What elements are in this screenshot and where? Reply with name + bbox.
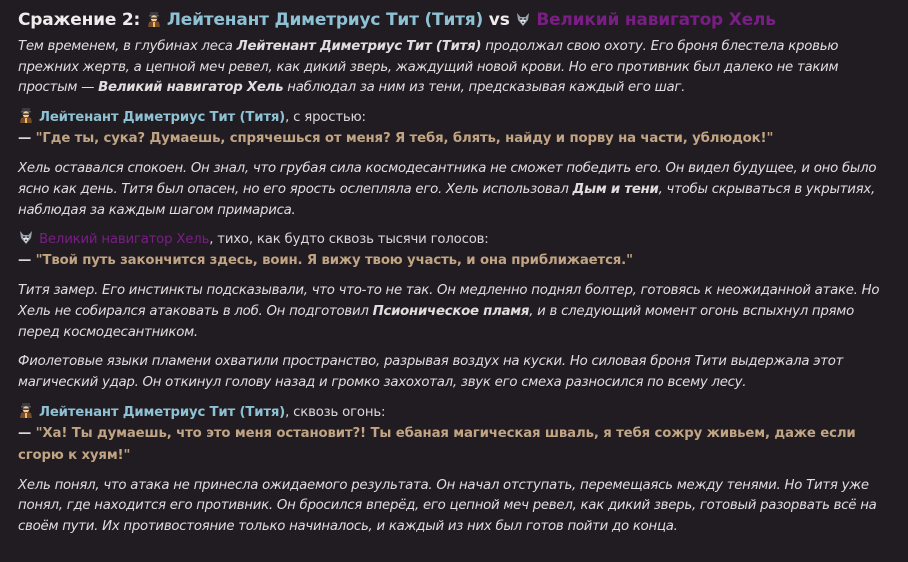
narration-paragraph-1 (18, 37, 894, 99)
wolf-emoji-icon (515, 11, 531, 27)
speaker-line-1 (18, 107, 894, 128)
quote-dash: — (18, 253, 36, 269)
p3-text-1: Титя замер. Его инстинкты подсказывали, что что-то не так. Он медленно поднял болтер, готовясь к неожиданной атаке. Но Хель не собирался атаковать в лоб. Он подготовил (18, 283, 880, 319)
quote-text: "Ха! Ты думаешь, что это меня остановит?! Ты ебаная магическая шваль, я тебя сожру живьем, даже если сгорю к хуям!" (18, 425, 856, 463)
fighter1-name: Лейтенант Диметриус Тит (Титя) (166, 10, 484, 30)
wolf-emoji-icon (18, 229, 34, 245)
soldier-emoji-icon (18, 107, 34, 123)
p1-text-3: наблюдал за ним из тени, предсказывая каждый его шаг. (283, 80, 686, 96)
narration-paragraph-2 (18, 159, 894, 221)
quote-dash: — (18, 131, 36, 147)
narration-paragraph-3 (18, 281, 894, 343)
p2-text-1: Хель оставался спокоен. Он знал, что грубая сила космодесантника не сможет победить его. Он видел будущее, и оно было ясно как день. Титя был опасен, но его ярость ослепляла его. Хель использовал (18, 161, 877, 197)
p1-text-1: Тем временем, в глубинах леса (18, 39, 237, 54)
dialogue-quote-3 (18, 423, 894, 467)
speaker-line-3 (18, 402, 894, 423)
quote-text: "Твой путь закончится здесь, воин. Я вижу твою участь, и она приближается." (35, 253, 633, 269)
p2-bold-1: Дым и тени (572, 181, 659, 197)
title-prefix: Сражение 2: (18, 10, 146, 30)
speaker-tail: , тихо, как будто сквозь тысячи голосов: (209, 232, 489, 248)
speaker-name: Лейтенант Диметриус Тит (Титя) (39, 404, 286, 420)
quote-dash: — (18, 425, 36, 441)
p1-text-2: продолжал свою охоту. Его броня блестела кровью прежних жертв, а цепной меч ревел, как дикий зверь, жаждущий новой крови. Но его противник был далеко не таким простым — (18, 39, 839, 96)
p2-text-2: , чтобы скрываться в укрытиях, наблюдая за каждым шагом примариса. (18, 181, 875, 218)
soldier-emoji-icon (18, 402, 34, 418)
p1-bold-1: Лейтенант Диметриус Тит (Титя) (236, 39, 482, 54)
speaker-tail: , с яростью: (285, 110, 366, 126)
narration-paragraph-5: Хель понял, что атака не принесла ожидаемого результата. Он начал отступать, перемещаясь между тенями. Но Титя уже понял, где находится его противник. Он бросился вперёд, его цепной меч ревел, как дикий зверь, готовый разорвать всё на своём пути. Их противостояние только начиналось, и каждый из них был готов пойти до конца. (18, 477, 877, 535)
p3-text-2: , и в следующий момент огонь вспыхнул прямо перед космодесантником. (18, 303, 854, 340)
dialogue-quote-1 (18, 128, 894, 150)
p3-bold-1: Псионическое пламя (372, 303, 530, 319)
fighter2-name: Великий навигатор Хель (536, 10, 776, 30)
narration-paragraph-4: Фиолетовые языки пламени охватили пространство, разрывая воздух на куски. Но силовая броня Тити выдержала этот магический удар. Он откинул голову назад и громко захохотал, звук его смеха разносился по всему лесу. (18, 354, 844, 391)
vs-label: vs (483, 10, 516, 30)
speaker-name: Лейтенант Диметриус Тит (Титя) (39, 110, 286, 126)
quote-text: "Где ты, сука? Думаешь, спрячешься от меня? Я тебя, блять, найду и порву на части, ублюдок!" (35, 131, 774, 147)
speaker-line-2 (18, 229, 894, 250)
speaker-name: Великий навигатор Хель (39, 232, 210, 248)
p1-bold-2: Великий навигатор Хель (98, 80, 284, 96)
battle-title (18, 10, 894, 30)
dialogue-quote-2 (18, 250, 894, 272)
speaker-tail: , сквозь огонь: (285, 404, 386, 420)
soldier-emoji-icon (146, 11, 162, 27)
